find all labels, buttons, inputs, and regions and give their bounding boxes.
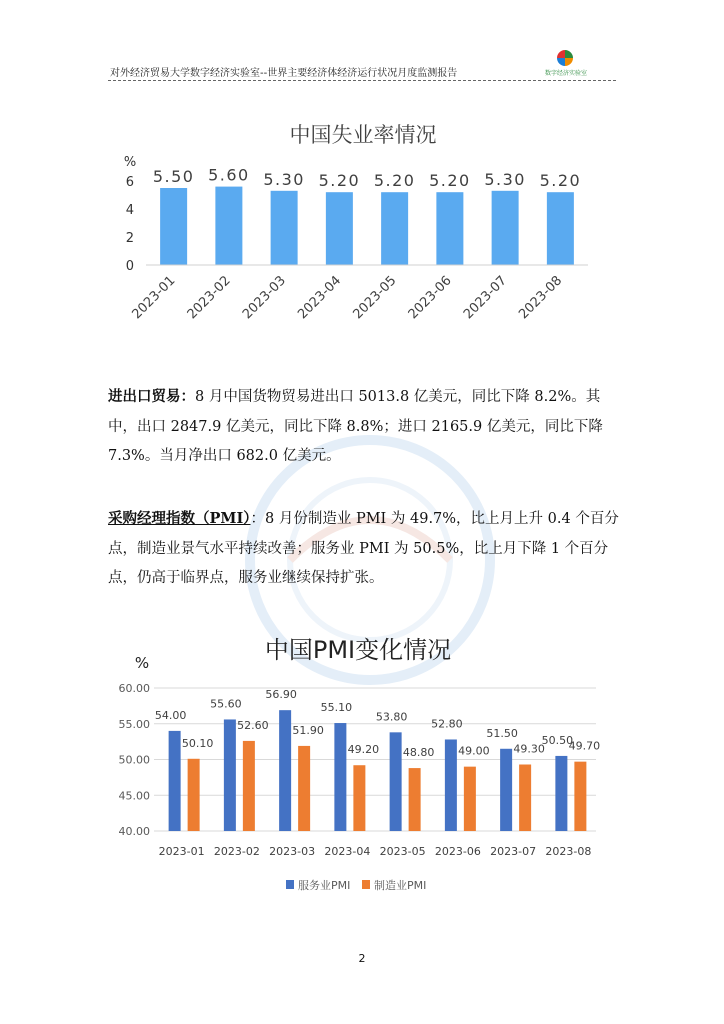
- data-label: 5.20: [429, 171, 471, 191]
- y-tick-label: 40.00: [118, 825, 150, 838]
- services-pmi-bar: [390, 732, 402, 831]
- x-tick-label: 2023-03: [239, 273, 289, 323]
- manufacturing-pmi-bar: [464, 767, 476, 831]
- legend-label: 制造业PMI: [374, 879, 427, 892]
- page-number: 2: [358, 952, 366, 965]
- x-tick-label: 2023-01: [158, 845, 205, 858]
- unemployment-bar: [436, 192, 463, 265]
- data-label: 5.20: [539, 171, 582, 191]
- legend-swatch: [286, 880, 294, 889]
- data-label: 52.60: [237, 718, 269, 732]
- x-tick-label: 2023-02: [184, 273, 234, 323]
- x-tick-label: 2023-04: [324, 845, 371, 858]
- pmi-label: 采购经理指数（PMI）: [108, 510, 251, 527]
- unemployment-chart: [108, 112, 618, 347]
- manufacturing-pmi-bar: [243, 741, 255, 831]
- data-label: 5.30: [484, 169, 526, 189]
- y-tick-label: 0: [125, 259, 134, 274]
- pmi-paragraph: [108, 504, 624, 594]
- unemployment-bar: [381, 192, 408, 265]
- data-label: 52.80: [431, 717, 463, 731]
- x-tick-label: 2023-08: [516, 273, 566, 323]
- unemployment-bar: [160, 188, 187, 265]
- y-tick-label: 60.00: [118, 682, 150, 695]
- x-tick-label: 2023-03: [269, 845, 316, 858]
- x-tick-label: 2023-07: [490, 845, 537, 858]
- data-label: 5.20: [373, 171, 416, 191]
- data-label: 49.30: [513, 742, 545, 756]
- y-tick-label: 50.00: [118, 753, 150, 767]
- header-title: 对外经济贸易大学数字经济实验室--世界主要经济体经济运行状况月度监测报告: [110, 68, 458, 79]
- services-pmi-bar: [279, 710, 291, 831]
- data-label: 49.00: [458, 744, 490, 758]
- pmi-text: ：8 月份制造业 PMI 为 49.7%，比上月上升 0.4 个百分点，制造业景气水平持续改善；服务业 PMI 为 50.5%，比上月下降 1 个百分点，仍高于临界点，服务业继续保持扩张。: [108, 511, 619, 586]
- x-tick-label: 2023-05: [379, 845, 426, 858]
- x-tick-label: 2023-08: [545, 845, 592, 858]
- trade-label: 进出口贸易：: [108, 388, 195, 405]
- data-label: 49.20: [347, 743, 380, 757]
- y-tick-label: 45.00: [118, 789, 150, 803]
- data-label: 5.20: [318, 171, 361, 191]
- data-label: 5.60: [208, 165, 250, 185]
- page-header: [108, 60, 616, 81]
- data-label: 54.00: [154, 708, 187, 722]
- services-pmi-bar: [334, 723, 346, 831]
- legend-swatch: [362, 880, 370, 889]
- data-label: 5.50: [152, 167, 195, 186]
- manufacturing-pmi-bar: [519, 765, 531, 831]
- data-label: 55.60: [210, 697, 242, 711]
- y-tick-label: 55.00: [118, 717, 150, 731]
- y-axis-unit-label: %: [134, 654, 150, 672]
- logo-text: 数字经济实验室: [544, 70, 587, 77]
- services-pmi-bar: [169, 731, 181, 831]
- globe-icon: [557, 50, 573, 66]
- x-tick-label: 2023-06: [405, 273, 455, 323]
- data-label: 48.80: [402, 746, 435, 760]
- unemployment-bar: [547, 192, 574, 265]
- trade-paragraph: [108, 382, 624, 472]
- lab-logo: [536, 50, 596, 82]
- chart-title: 中国PMI变化情况: [264, 636, 452, 664]
- manufacturing-pmi-bar: [574, 762, 586, 831]
- y-axis-unit-label: %: [123, 155, 137, 170]
- services-pmi-bar: [445, 739, 457, 831]
- unemployment-bar: [215, 187, 242, 265]
- data-label: 53.80: [375, 710, 408, 724]
- legend-label: 服务业PMI: [298, 879, 351, 892]
- data-label: 51.90: [292, 723, 324, 737]
- manufacturing-pmi-bar: [409, 768, 421, 831]
- y-tick-label: 4: [125, 203, 134, 218]
- x-tick-label: 2023-05: [350, 273, 400, 323]
- pmi-chart: [108, 628, 608, 900]
- services-pmi-bar: [500, 749, 512, 831]
- services-pmi-bar: [224, 719, 236, 831]
- data-label: 50.50: [541, 733, 574, 747]
- manufacturing-pmi-bar: [298, 746, 310, 831]
- unemployment-bar: [492, 191, 519, 265]
- x-tick-label: 2023-02: [213, 845, 260, 858]
- x-tick-label: 2023-01: [129, 273, 179, 323]
- unemployment-bar: [326, 192, 353, 265]
- data-label: 51.50: [486, 726, 518, 740]
- services-pmi-bar: [555, 756, 567, 831]
- data-label: 50.10: [181, 736, 214, 750]
- x-tick-label: 2023-07: [460, 273, 510, 323]
- trade-text: 8 月中国货物贸易进出口 5013.8 亿美元，同比下降 8.2%。其中，出口 2847.9 亿美元，同比下降 8.8%；进口 2165.9 亿美元，同比下降 7.3%。当月净出口 682.0 亿美元。: [108, 389, 603, 464]
- data-label: 56.90: [265, 688, 297, 702]
- data-label: 55.10: [320, 701, 353, 715]
- data-label: 49.70: [568, 739, 601, 753]
- manufacturing-pmi-bar: [188, 759, 200, 831]
- y-tick-label: 2: [125, 231, 134, 246]
- x-tick-label: 2023-04: [295, 273, 345, 323]
- unemployment-bar: [271, 191, 298, 265]
- data-label: 5.30: [263, 169, 305, 189]
- x-tick-label: 2023-06: [434, 845, 481, 858]
- manufacturing-pmi-bar: [353, 765, 365, 831]
- y-tick-label: 6: [125, 175, 134, 190]
- chart-title: 中国失业率情况: [289, 123, 437, 147]
